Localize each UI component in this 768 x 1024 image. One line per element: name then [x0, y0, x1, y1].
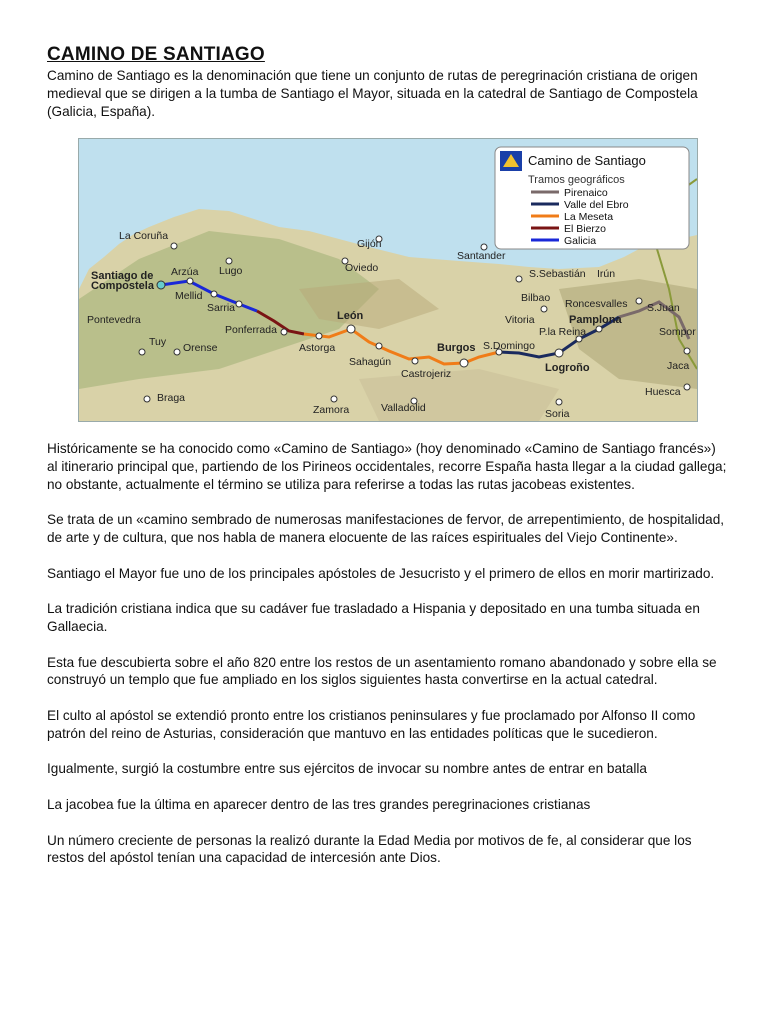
- city-label-valladolid: Valladolid: [381, 402, 426, 414]
- city-label-vitoria: Vitoria: [505, 314, 535, 326]
- document-title: CAMINO DE SANTIAGO: [47, 44, 265, 65]
- city-label-leon: León: [337, 310, 364, 322]
- city-label-irun: Irún: [597, 268, 616, 280]
- paragraph: Santiago el Mayor fue uno de los principales apóstoles de Jesucristo y el primero de ellos en morir martirizado.: [47, 565, 715, 581]
- paragraph: La jacobea fue la última en aparecer dentro de las tres grandes peregrinaciones cristianas: [47, 796, 591, 812]
- city-marker-castrojeriz: [412, 358, 418, 364]
- city-marker-lugo: [226, 258, 232, 264]
- city-label-braga: Braga: [157, 392, 186, 404]
- city-label-zamora: Zamora: [313, 404, 350, 416]
- city-label-compostela: Compostela: [91, 280, 154, 292]
- body-text: [47, 440, 727, 885]
- city-label-soria: Soria: [545, 408, 570, 420]
- city-marker-sahagun: [376, 343, 382, 349]
- city-marker-tuy: [139, 349, 145, 355]
- city-label-la-coruna: La Coruña: [119, 230, 169, 242]
- intro-paragraph: Camino de Santiago es la denominación que tiene un conjunto de rutas de peregrinación cristiana de origen medieval que se dirigen a la tumba de Santiago el Mayor, situada en la catedral de Santiago de Compostela (Galicia, España).: [47, 68, 698, 119]
- city-marker-leon: [347, 325, 355, 333]
- city-marker-huesca: [684, 384, 690, 390]
- paragraph: Se trata de un «camino sembrado de numerosas manifestaciones de fervor, de arrepentimiento, de hospitalidad, de arte y de cultura, que nos habla de manera elocuente de las raíces espirituales del Viejo Continente».: [47, 512, 725, 545]
- city-label-tuy: Tuy: [149, 336, 167, 348]
- city-label-melide: Mellid: [175, 290, 203, 302]
- city-marker-jaca: [684, 348, 690, 354]
- city-marker-pamplona: [596, 326, 602, 332]
- city-label-astorga: Astorga: [299, 342, 336, 354]
- paragraph: Históricamente se ha conocido como «Camino de Santiago» (hoy denominado «Camino de Santiago francés») al itinerario principal que, partiendo de los Pirineos occidentales, recorre España hasta llegar a la ciudad gallega; no obstante, actualmente el término se utiliza para referirse a todas las rutas jacobeas existentes.: [47, 441, 727, 492]
- city-label-jaca: Jaca: [667, 360, 690, 372]
- legend-title: Camino de Santiago: [528, 153, 646, 168]
- city-label-sahagun: Sahagún: [349, 356, 392, 368]
- city-marker-ponferrada: [281, 329, 287, 335]
- city-label-puente-reina: P.la Reina: [539, 326, 587, 338]
- scallop-shell-icon: [500, 151, 522, 171]
- paragraph: La tradición cristiana indica que su cadáver fue trasladado a Hispania y depositado en una tumba situada en Gallaecia.: [47, 601, 700, 634]
- city-marker-bilbao: [516, 276, 522, 282]
- city-label-roncesvalles: Roncesvalles: [565, 298, 628, 310]
- svg-text:La Meseta: La Meseta: [564, 211, 614, 223]
- city-label-oviedo: Oviedo: [345, 262, 379, 274]
- city-label-burgos: Burgos: [437, 342, 476, 354]
- city-label-sarria: Sarria: [207, 302, 236, 314]
- legend-subtitle: Tramos geográficos: [528, 174, 625, 186]
- city-marker-melide: [211, 291, 217, 297]
- city-label-arzua: Arzúa: [171, 266, 199, 278]
- city-marker-arzua: [187, 278, 193, 284]
- city-marker-astorga: [316, 333, 322, 339]
- city-label-castrojeriz: Castrojeriz: [401, 368, 452, 380]
- city-label-santiago: Santiago de: [91, 270, 154, 282]
- city-marker-soria: [556, 399, 562, 405]
- svg-text:El Bierzo: El Bierzo: [564, 223, 607, 235]
- paragraph: Igualmente, surgió la costumbre entre sus ejércitos de invocar su nombre antes de entrar en batalla: [47, 761, 647, 777]
- svg-text:Pirenaico: Pirenaico: [564, 187, 608, 199]
- city-marker-santiago: [157, 281, 165, 289]
- camino-map: [78, 138, 698, 422]
- city-label-pamplona: Pamplona: [569, 314, 622, 326]
- city-label-sdomingo: S.Domingo: [483, 340, 535, 352]
- city-marker-la-coruna: [171, 243, 177, 249]
- city-marker-logrono: [555, 349, 563, 357]
- paragraph: Esta fue descubierta sobre el año 820 entre los restos de un asentamiento romano abandonado y sobre ella se construyó un templo que fue ampliado en los siglos siguientes hasta convertirse en la actual catedral.: [47, 654, 717, 688]
- map-legend: [495, 147, 689, 249]
- city-marker-braga: [144, 396, 150, 402]
- city-label-santander: Santander: [457, 250, 506, 262]
- city-marker-zamora: [331, 396, 337, 402]
- city-label-pontevedra: Pontevedra: [87, 314, 141, 326]
- city-marker-sarria: [236, 301, 242, 307]
- city-marker-burgos: [460, 359, 468, 367]
- city-label-san-sebastian: S.Sebastián: [529, 268, 586, 280]
- city-label-gijon: Gijón: [357, 238, 382, 250]
- city-label-logrono: Logroño: [545, 362, 590, 374]
- paragraph: El culto al apóstol se extendió pronto entre los cristianos peninsulares y fue proclamado por Alfonso II como patrón del reino de Asturias, consideración que mantuvo en las entidades políticas que le sucedieron.: [47, 707, 696, 741]
- city-marker-vitoria: [541, 306, 547, 312]
- city-label-sjuan: S.Juan: [647, 302, 680, 314]
- city-label-somport: Sompor: [659, 326, 696, 338]
- city-label-ponferrada: Ponferrada: [225, 324, 277, 336]
- svg-text:Valle del Ebro: Valle del Ebro: [564, 199, 629, 211]
- city-label-orense: Orense: [183, 342, 218, 354]
- city-label-bilbao: Bilbao: [521, 292, 551, 304]
- city-marker-orense: [174, 349, 180, 355]
- paragraph: Un número creciente de personas la realizó durante la Edad Media por motivos de fe, al considerar que los restos del apóstol tenían una capacidad de intercesión ante Dios.: [47, 832, 692, 866]
- svg-text:Galicia: Galicia: [564, 235, 597, 247]
- city-marker-sjuan: [636, 298, 642, 304]
- city-label-huesca: Huesca: [645, 386, 681, 398]
- city-label-lugo: Lugo: [219, 265, 243, 277]
